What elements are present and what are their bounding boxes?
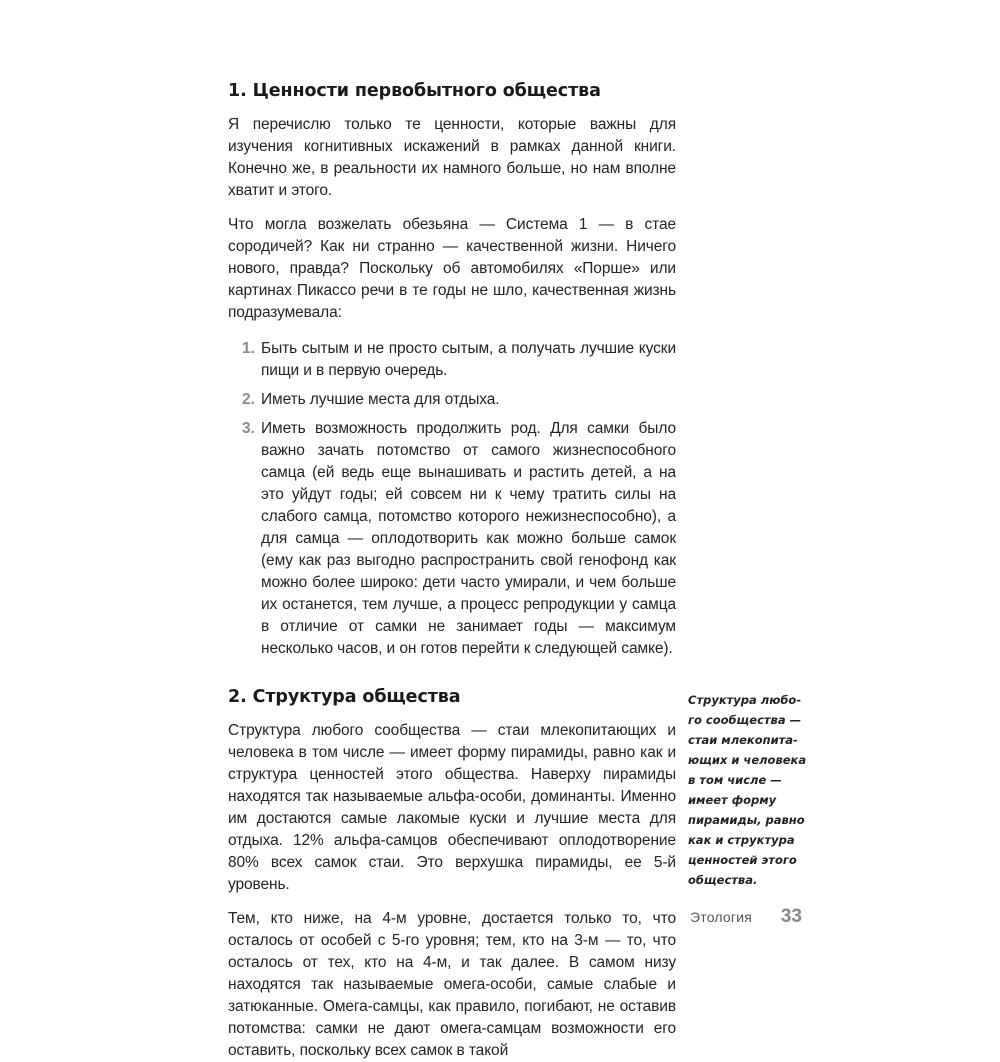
running-footer-section: Этология bbox=[690, 909, 753, 925]
list-item bbox=[228, 338, 676, 382]
margin-note-line: в том числе — bbox=[688, 773, 782, 787]
margin-note-line: как и структура bbox=[688, 833, 795, 847]
list-item-text: Иметь лучшие места для отдыха. bbox=[261, 391, 500, 408]
section-1-paragraph-2: Что могла возжелать обезьяна — Система 1 — в стае сородичей? Как ни странно — качественной жизни. Ничего нового, правда? Поскольку об автомобилях «Порше» или картинах Пикассо речи в те годы не шло, качественная жизнь подразумевала: bbox=[228, 216, 676, 321]
list-item-text: Быть сытым и не просто сытым, а получать лучшие куски пищи и в первую очередь. bbox=[261, 340, 676, 379]
list-item-text: Иметь возможность продолжить род. Для самки было важно зачать потомство от самого жизнеспособного самца (ей ведь еще вынашивать и растить детей, а на это уйдут годы; ей совсем ни к чему тратить силы на слабого самца, потомство которого нежизнеспособно), а для самца — оплодотворить как можно больше самок (ему как раз выгодно распространить свой генофонд как можно более широко: дети часто умирали, и чем больше их останется, тем лучше, а процесс репродукции у самца в отличие от самки не занимает годы — максимум несколько часов, и он готов перейти к следующей самке). bbox=[261, 420, 676, 657]
section-2-paragraph-2: Тем, кто ниже, на 4-м уровне, достается только то, что осталось от особей с 5-го уровня; тем, кто на 3-м — то, что осталось от тех, кто на 4-м, и так далее. В самом низу находятся так называемые омега-особи, самые слабые и затюканные. Омега-самцы, как правило, погибают, не оставив потомства: самки не дают омега-самцам возможности его оставить, поскольку всех самок в такой bbox=[228, 910, 676, 1059]
margin-note-line: го сообщества — bbox=[688, 713, 802, 727]
margin-note-line: стаи млекопита- bbox=[688, 733, 798, 747]
list-item-number: 2. bbox=[242, 391, 255, 408]
page-number: 33 bbox=[780, 906, 802, 927]
margin-note bbox=[688, 690, 807, 890]
main-text-column bbox=[228, 78, 676, 1062]
margin-note-line: ющих и человека bbox=[688, 753, 807, 767]
section-1-heading: 1. Ценности первобытного общества bbox=[228, 81, 601, 101]
list-item-number: 3. bbox=[242, 420, 255, 437]
section-2-heading: 2. Структура общества bbox=[228, 687, 461, 707]
margin-note-line: имеет форму bbox=[688, 793, 777, 807]
list-item-number: 1. bbox=[242, 340, 255, 357]
section-2-paragraph-1: Структура любого сообщества — стаи млекопитающих и человека в том числе — имеет форму пирамиды, равно как и структура ценностей этого общества. Наверху пирамиды находятся так называемые альфа-особи, доминанты. Именно им достаются самые лакомые куски и лучшие места для отдыха. 12% альфа-самцов обеспечивают оплодотворение 80% всех самок стаи. Это верхушка пирамиды, ее 5-й уровень. bbox=[228, 722, 676, 893]
margin-note-line: общества. bbox=[688, 873, 758, 887]
margin-note-line: ценностей этого bbox=[688, 853, 797, 867]
section-1-paragraph-1: Я перечислю только те ценности, которые важны для изучения когнитивных искажений в рамках данной книги. Конечно же, в реальности их намного больше, но нам вполне хватит и этого. bbox=[228, 116, 676, 199]
list-item bbox=[228, 418, 676, 660]
margin-note-line: Структура любо- bbox=[688, 693, 802, 707]
page-footer bbox=[690, 906, 802, 936]
values-list bbox=[228, 338, 676, 660]
list-item bbox=[228, 389, 676, 411]
margin-note-line: пирамиды, равно bbox=[688, 813, 805, 827]
